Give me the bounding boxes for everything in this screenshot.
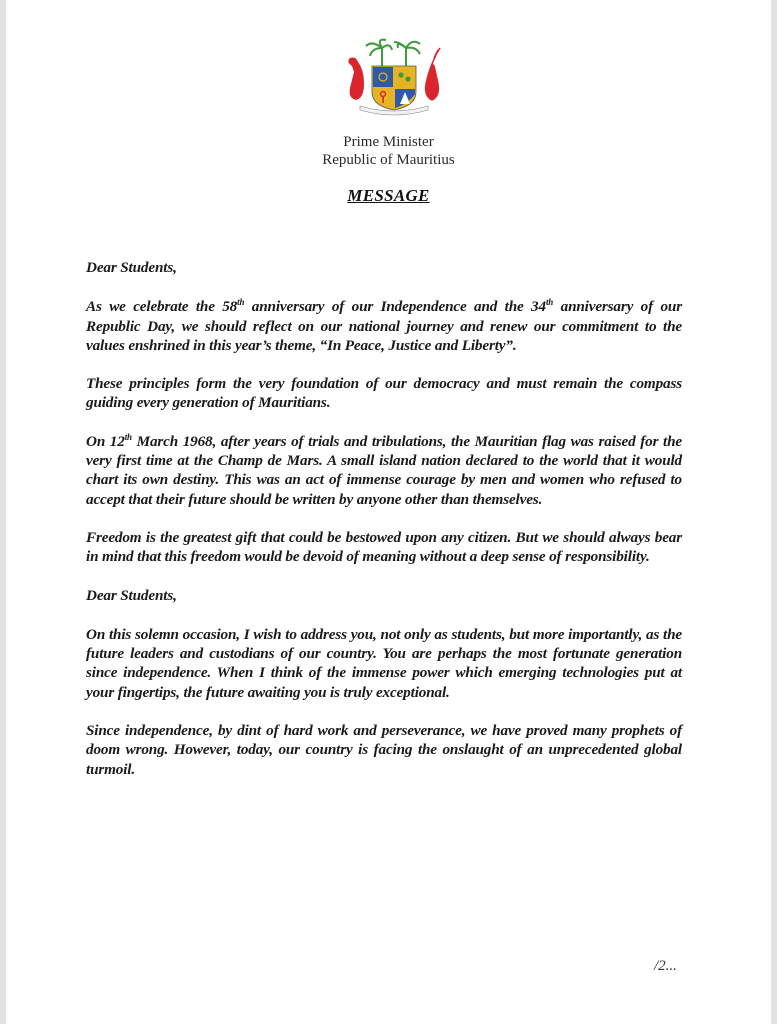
paragraph-perseverance: Since independence, by dint of hard work and perseverance, we have proved many prophets of doom wrong. However, today, our country is facing the onslaught of an unprecedented global turmoil. bbox=[86, 722, 682, 778]
ordinal-suffix: th bbox=[124, 431, 132, 442]
text-run: anniversary of our Republic Day, we should reflect on our national journey and renew our commitment to the values enshrined in this year’s theme, “In Peace, Justice and Liberty”. bbox=[86, 298, 682, 354]
document-page bbox=[6, 0, 771, 1024]
text-run: anniversary of our Independence and the 34 bbox=[244, 298, 546, 316]
text-run: As we celebrate the 58 bbox=[86, 298, 238, 316]
text-run: March 1968, after years of trials and tribulations, the Mauritian flag was raised for the very first time at the Champ de Mars. A small island nation declared to the world that it would chart its own destiny. This was an act of immense courage by men and women who refused to accept that their future should be written by anyone other than themselves. bbox=[86, 432, 682, 508]
paragraph-principles: These principles form the very foundation of our democracy and must remain the compass guiding every generation of Mauritians. bbox=[86, 375, 682, 412]
sambar-deer-supporter bbox=[426, 48, 440, 100]
office-title: Prime Minister bbox=[343, 134, 434, 150]
paragraph-history bbox=[86, 432, 682, 509]
shield bbox=[372, 66, 416, 110]
paragraph-freedom: Freedom is the greatest gift that could be bestowed upon any citizen. But we should always bear in mind that this freedom would be devoid of meaning without a deep sense of responsibility. bbox=[86, 528, 682, 566]
message-body bbox=[86, 258, 682, 798]
dodo-supporter bbox=[348, 58, 364, 101]
country-name: Republic of Mauritius bbox=[322, 152, 455, 168]
ordinal-suffix: th bbox=[545, 297, 554, 308]
text-run: On 12 bbox=[86, 432, 125, 450]
paragraph-anniversary bbox=[86, 297, 682, 355]
page-continuation: /2... bbox=[654, 958, 677, 974]
salutation: Dear Students, bbox=[86, 586, 177, 604]
ordinal-suffix: th bbox=[237, 297, 245, 308]
salutation: Dear Students, bbox=[86, 259, 177, 276]
paragraph-future-leaders: On this solemn occasion, I wish to address you, not only as students, but more importantly, as the future leaders and custodians of our country. You are perhaps the most fortunate generation since independence. When I think of the immense power which emerging technologies put at your fingertips, the future awaiting you is truly exceptional. bbox=[86, 625, 682, 701]
message-heading: MESSAGE bbox=[347, 186, 430, 205]
coat-of-arms-icon bbox=[342, 36, 446, 116]
